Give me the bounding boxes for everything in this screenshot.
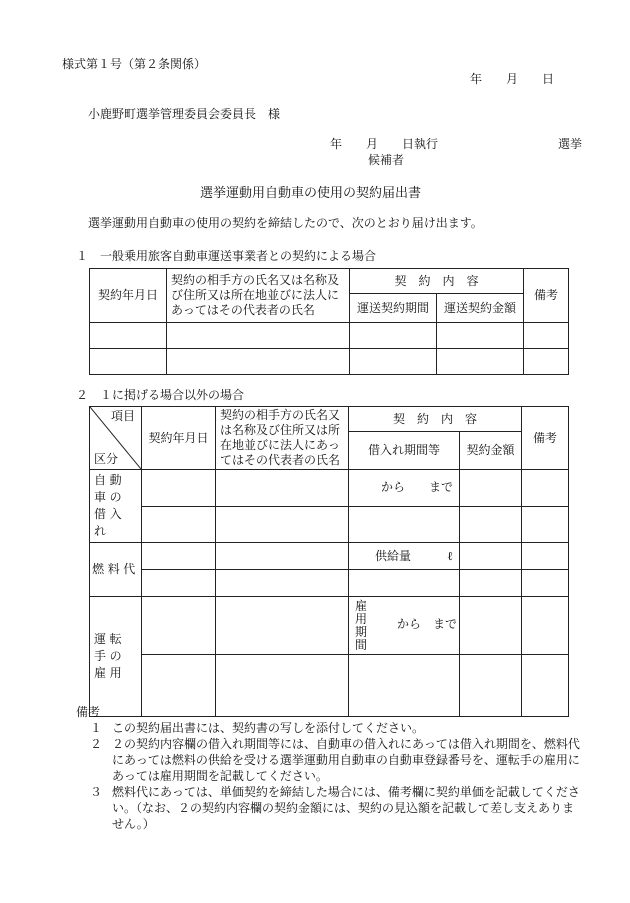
s2-header-date: 契約年月日 [142,407,216,470]
s2-row-fuel: 燃料代 [90,543,142,597]
s2-driver-from-to: から まで [397,617,458,631]
notes-heading: 備考 [76,705,101,719]
intro-text: 選挙運動用自動車の使用の契約を締結したので、次のとおり届け出ます。 [88,216,483,230]
candidate-label: 候補者 [368,153,405,167]
table-cell[interactable] [437,323,524,349]
table-cell[interactable] [90,323,167,349]
section1-table [89,268,569,375]
note-item [90,784,582,832]
table-row [90,470,569,507]
table-cell[interactable] [524,349,569,375]
s1-header-contract: 契 約 内 容 [350,269,524,294]
s1-header-period: 運送契約期間 [350,294,437,323]
table-cell[interactable] [460,543,522,570]
table-cell[interactable] [522,506,569,543]
section2-table [89,406,569,717]
note-number: １ [90,721,103,735]
table-cell[interactable] [522,570,569,597]
table-cell[interactable] [142,543,216,570]
s2-row-driver: 運転手の雇用 [90,597,142,717]
s2-driver-period-label: 雇用期間 [355,599,368,652]
date-line: 年 月 日 [470,72,555,86]
s2-header-period: 借入れ期間等 [349,432,460,470]
s1-header-remarks: 備考 [524,269,569,323]
table-cell[interactable] [524,323,569,349]
note-text: この契約届出書には、契約書の写しを添付してください。 [112,721,425,735]
table-cell[interactable] [349,570,460,597]
s2-header-party: 契約の相手方の氏名又は名称及び住所又は所在地並びに法人にあってはその代表者の氏名 [216,407,349,470]
table-row [90,570,569,597]
table-cell[interactable] [142,470,216,507]
note-number: ２ [90,737,103,751]
s1-header-party: 契約の相手方の氏名又は名称及び住所又は所在地並びに法人にあってはその代表者の氏名 [167,269,350,323]
addressee: 小鹿野町選挙管理委員会委員長 様 [88,107,281,121]
s2-header-remarks: 備考 [522,407,569,470]
section2-heading: ２ １に掲げる場合以外の場合 [76,388,245,402]
table-cell[interactable] [216,470,349,507]
table-row [90,349,569,375]
table-cell[interactable] [350,349,437,375]
notes-section [76,704,582,832]
document-title: 選挙運動用自動車の使用の契約届出書 [200,186,422,201]
note-item [90,736,582,784]
table-cell[interactable] [522,543,569,570]
table-row [90,506,569,543]
note-text: ２の契約内容欄の借入れ期間等には、自動車の借入れにあっては借入れ期間を、燃料代にあっては燃料の供給を受ける選挙運動用自動車の自動車登録番号を、運転手の雇用にあっては雇用期間を記載してください。 [112,737,580,783]
note-number: ３ [90,785,103,799]
s2-header-contract: 契 約 内 容 [349,407,522,432]
table-cell[interactable] [142,570,216,597]
table-row [90,323,569,349]
table-cell[interactable] [167,323,350,349]
table-cell[interactable] [460,597,522,655]
table-cell[interactable] [90,349,167,375]
note-text: 燃料代にあっては、単価契約を締結した場合には、備考欄に契約単価を記載してください。（なお、２の契約内容欄の契約金額には、契約の見込額を記載して差し支えありません。） [112,785,580,831]
s2-header-category: 区分 [94,452,119,466]
table-cell[interactable] [522,470,569,507]
table-cell[interactable] [216,543,349,570]
note-item [90,720,582,736]
table-cell[interactable] [522,597,569,655]
election-line: 年 月 日執行 選挙 [330,137,583,151]
table-cell[interactable] [460,506,522,543]
table-row [90,543,569,570]
table-cell[interactable] [350,323,437,349]
table-cell[interactable] [437,349,524,375]
table-cell[interactable] [460,470,522,507]
s2-header-item: 項目 [110,409,135,423]
s1-header-amount: 運送契約金額 [437,294,524,323]
table-cell[interactable] [142,597,216,655]
table-cell[interactable] [216,570,349,597]
table-cell[interactable] [216,506,349,543]
table-cell[interactable] [460,570,522,597]
s2-row-car: 自動車の借入れ [90,470,142,543]
s2-driver-period-cell [349,597,460,655]
s2-car-from-to: から まで [349,470,460,507]
table-cell[interactable] [349,506,460,543]
section1-heading: １ 一般乗用旅客自動車運送事業者との契約による場合 [76,249,377,263]
s2-header-amount: 契約金額 [460,432,522,470]
s1-header-date: 契約年月日 [90,269,167,323]
s2-fuel-supply: 供給量 ℓ [349,543,460,570]
s2-header-diagonal [90,407,142,470]
table-row [90,597,569,655]
table-cell[interactable] [142,506,216,543]
table-cell[interactable] [167,349,350,375]
table-cell[interactable] [216,597,349,655]
form-number: 様式第１号（第２条関係） [62,57,207,71]
